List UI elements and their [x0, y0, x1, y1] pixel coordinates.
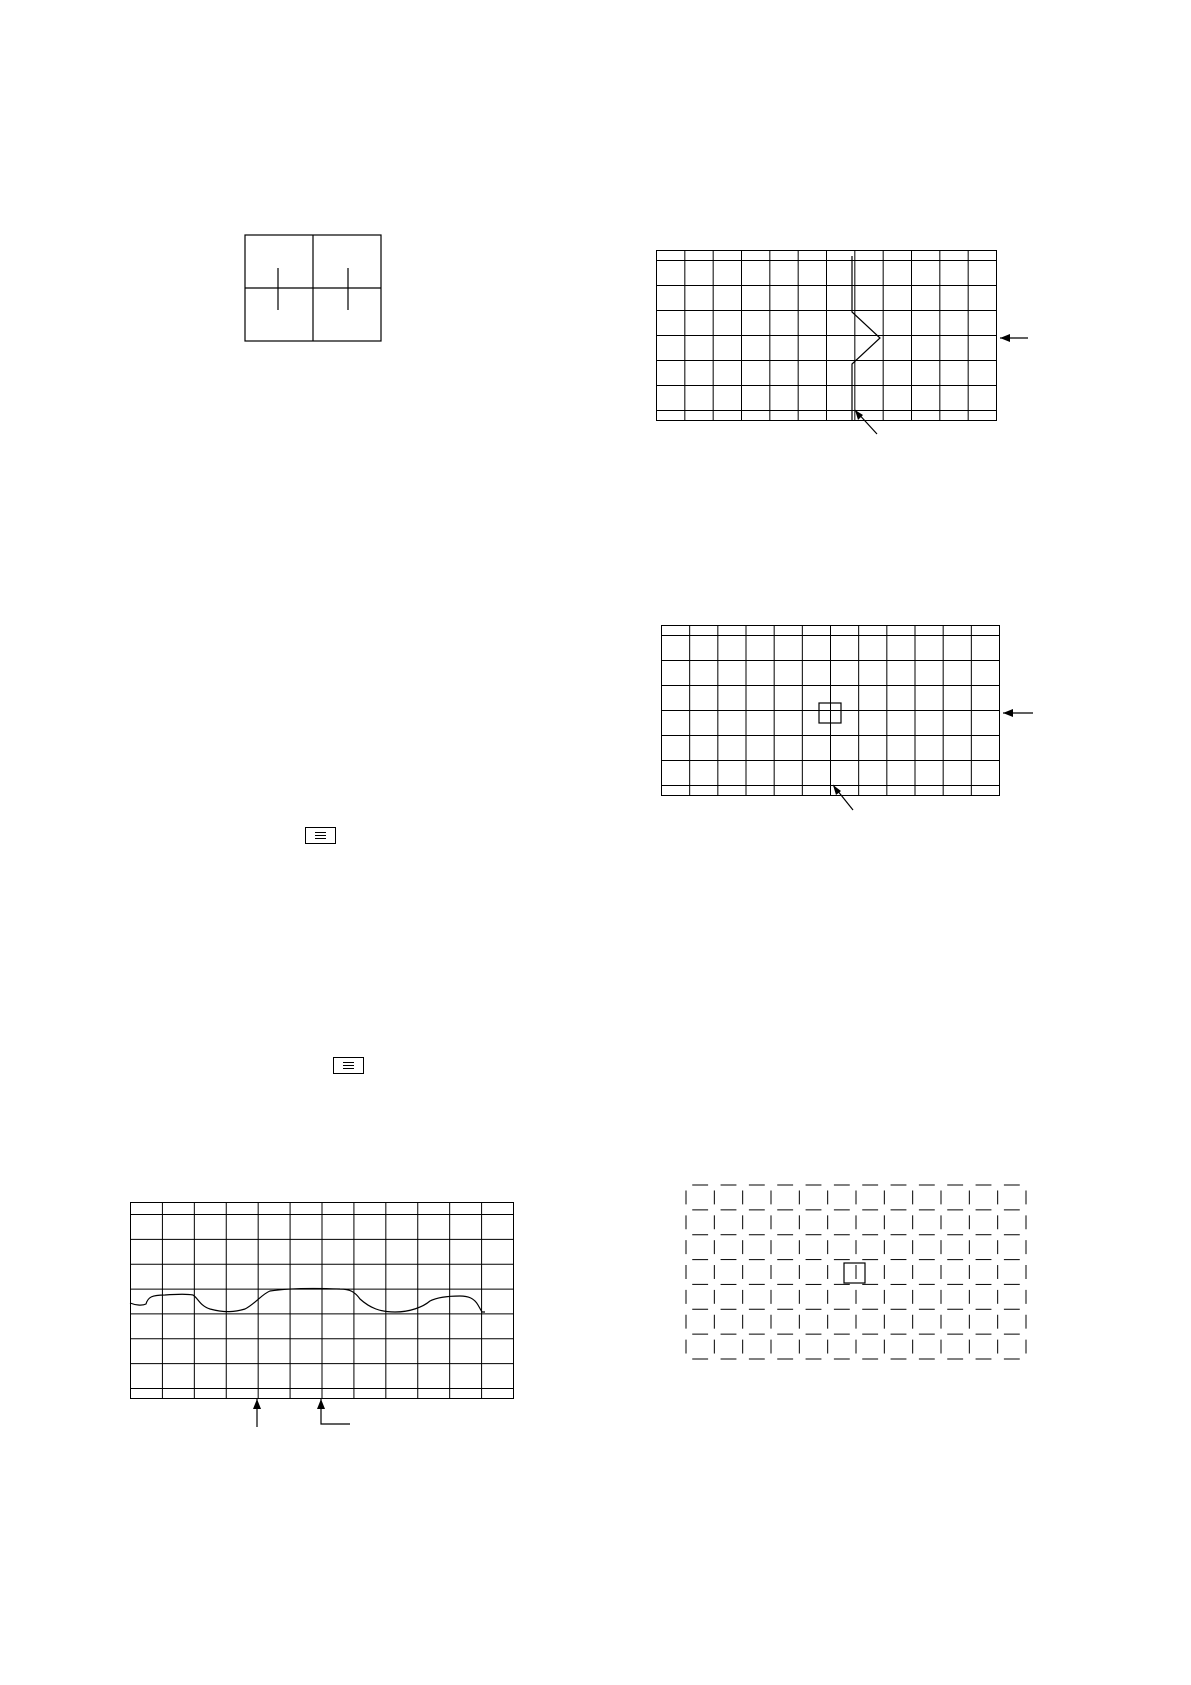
arrow-right-pointer	[1003, 709, 1033, 717]
arrow-diagonal-pointer	[833, 785, 853, 810]
arrow-diagonal-pointer	[855, 410, 877, 434]
quadrant-cross-pattern	[244, 234, 383, 342]
waveform-line	[130, 1288, 485, 1312]
menu-icon	[333, 1057, 364, 1074]
dashed-grid-with-center-box	[684, 1183, 1028, 1361]
center-box	[844, 1263, 865, 1283]
arrow-up-elbow-pointer	[317, 1399, 350, 1424]
menu-icon	[305, 827, 336, 844]
grid-with-waveform	[130, 1202, 515, 1432]
grid-with-notch-distortion	[656, 250, 1040, 450]
grid-with-center-box	[661, 625, 1045, 825]
notch-distortion-line	[852, 256, 880, 420]
arrow-up-pointer	[253, 1399, 261, 1427]
arrow-right-pointer	[1000, 334, 1028, 342]
